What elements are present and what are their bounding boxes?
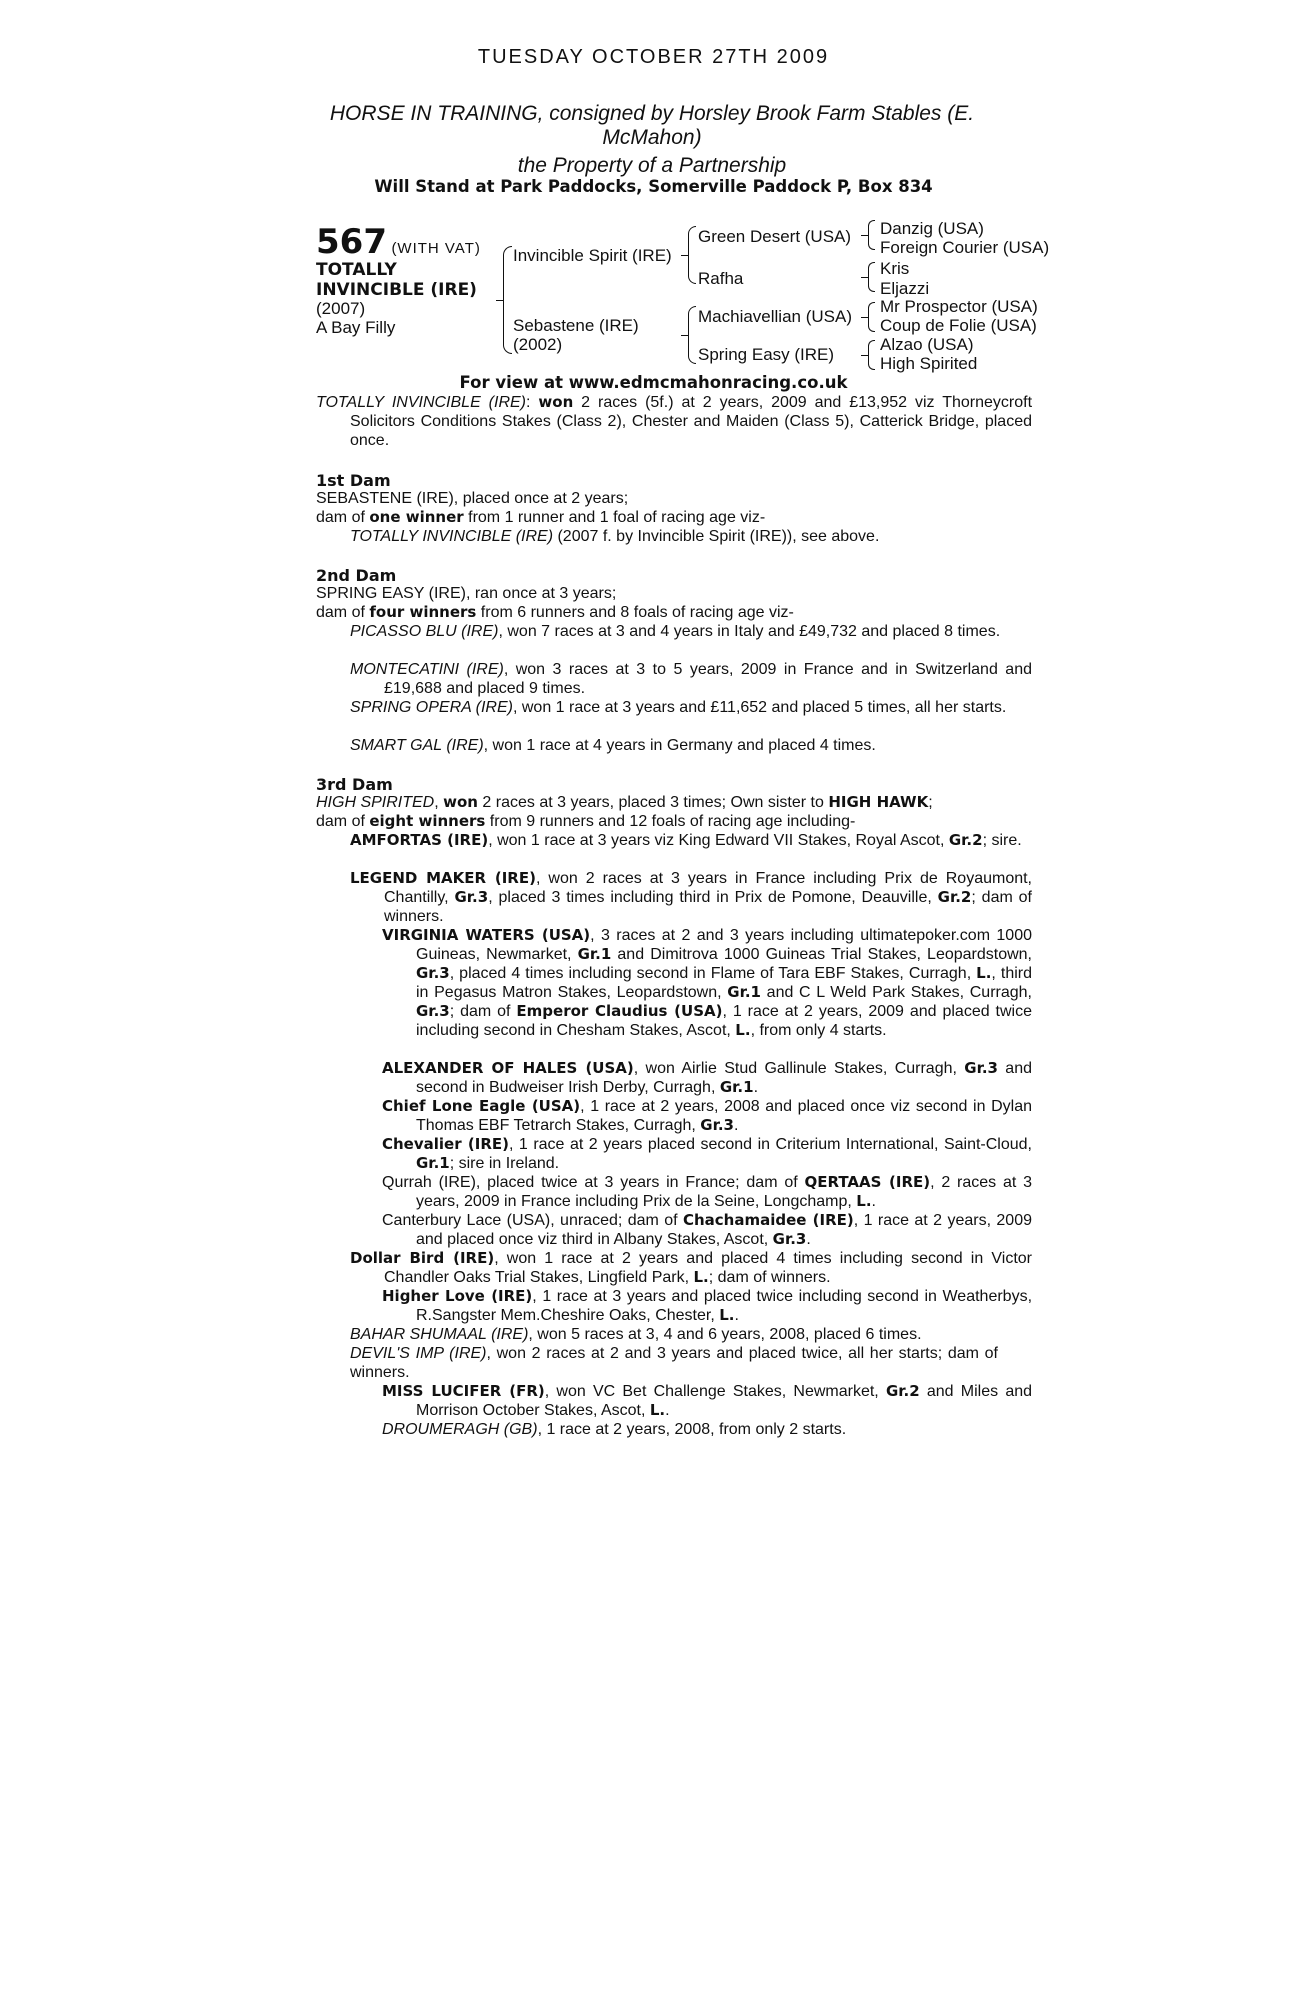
- lot-number-line: [316, 222, 481, 262]
- third-dam-produce-summary: dam of eight winners from 9 runners and 12 foals of racing age including-: [316, 812, 856, 830]
- pedigree-dsd: Coup de Folie (USA): [880, 316, 1037, 335]
- pedigree-brace-dd: [868, 340, 875, 370]
- first-dam-heading: 1st Dam: [316, 471, 391, 490]
- vat-note: (WITH VAT): [391, 240, 481, 257]
- pedigree-brace-sd: [868, 262, 875, 292]
- produce-droumeragh: DROUMERAGH (GB), 1 race at 2 years, 2008, from only 2 starts.: [382, 1421, 847, 1438]
- pedigree-dam-dam: Spring Easy (IRE): [698, 345, 835, 364]
- third-dam-heading: 3rd Dam: [316, 775, 393, 794]
- pedigree-brace-ds: [868, 302, 875, 332]
- pedigree-sss: Danzig (USA): [880, 219, 984, 238]
- pedigree-sire: Invincible Spirit (IRE): [513, 246, 672, 265]
- sale-date-header: TUESDAY OCTOBER 27TH 2009: [477, 46, 830, 68]
- pedigree-sds: Kris: [880, 259, 910, 278]
- pedigree-brace-main: [503, 246, 512, 354]
- pedigree-dss: Mr Prospector (USA): [880, 297, 1038, 316]
- produce-bahar-shumaal: BAHAR SHUMAAL (IRE), won 5 races at 3, 4 and 6 years, 2008, placed 6 times.: [350, 1326, 922, 1343]
- produce-chevalier: Chevalier (IRE), 1 race at 2 years placed second in Criterium International, Saint-Cloud, Gr.1; sire in Ireland.: [382, 1135, 1032, 1172]
- pedigree-brace-dam: [688, 306, 696, 364]
- produce-montecatini: MONTECATINI (IRE), won 3 races at 3 to 5 years, 2009 in France and in Switzerland and £19,688 and placed 9 times.: [350, 661, 1032, 697]
- lot-race-record: TOTALLY INVINCIBLE (IRE): won 2 races (5f.) at 2 years, 2009 and £13,952 viz Thorneycroft Solicitors Conditions Stakes (Class 2), Chester and Maiden (Class 5), Catterick Bridge, placed once.: [316, 393, 1033, 449]
- consignment-title-line-2: McMahon): [602, 126, 702, 149]
- will-stand-line: Will Stand at Park Paddocks, Somerville Paddock P, Box 834: [374, 177, 933, 196]
- pedigree-sire-dam: Rafha: [698, 269, 744, 288]
- produce-picasso-blu: PICASSO BLU (IRE), won 7 races at 3 and 4 years in Italy and £49,732 and placed 8 times.: [350, 623, 1001, 640]
- horse-name-line-1: TOTALLY: [316, 260, 397, 280]
- pedigree-dam-sire: Machiavellian (USA): [698, 307, 852, 326]
- produce-dollar-bird: Dollar Bird (IRE), won 1 race at 2 years and placed 4 times including second in Victor Chandler Oaks Trial Stakes, Lingfield Park, L.; dam of winners.: [350, 1249, 1033, 1286]
- second-dam-line: SPRING EASY (IRE), ran once at 3 years;: [316, 585, 617, 602]
- produce-amfortas: AMFORTAS (IRE), won 1 race at 3 years viz King Edward VII Stakes, Royal Ascot, Gr.2; sire.: [350, 831, 1022, 849]
- property-line: the Property of a Partnership: [517, 154, 787, 177]
- produce-qurrah: Qurrah (IRE), placed twice at 3 years in France; dam of QERTAAS (IRE), 2 races at 3 years, 2009 in France including Prix de la Seine, Longchamp, L..: [382, 1173, 1032, 1210]
- pedigree-brace-ss: [868, 220, 875, 250]
- pedigree-ddd: High Spirited: [880, 354, 978, 373]
- produce-smart-gal: SMART GAL (IRE), won 1 race at 4 years in Germany and placed 4 times.: [350, 737, 876, 754]
- produce-legend-maker: LEGEND MAKER (IRE), won 2 races at 3 years in France including Prix de Royaumont, Chantilly, Gr.3, placed 3 times including third in Prix de Pomone, Deauville, Gr.2; dam of winners.: [350, 869, 1033, 925]
- second-dam-produce-summary: dam of four winners from 6 runners and 8 foals of racing age viz-: [316, 603, 794, 621]
- lot-number: 567: [316, 222, 387, 262]
- produce-virginia-waters: VIRGINIA WATERS (USA), 3 races at 2 and 3 years including ultimatepoker.com 1000 Guineas, Newmarket, Gr.1 and Dimitrova 1000 Guineas Trial Stakes, Leopardstown, Gr.3, placed 4 times including second in Flame of Tara EBF Stakes, Curragh, L., third in Pegasus Matron Stakes, Leopardstown, Gr.1 and C L Weld Park Stakes, Curragh, Gr.3; dam of Emperor Claudius (USA), 1 race at 2 years, 2009 and placed twice including second in Chesham Stakes, Ascot, L., from only 4 starts.: [382, 926, 1033, 1039]
- produce-canterbury-lace: Canterbury Lace (USA), unraced; dam of Chachamaidee (IRE), 1 race at 2 years, 2009 and placed once viz third in Albany Stakes, Ascot, Gr.3.: [382, 1211, 1033, 1248]
- produce-spring-opera: SPRING OPERA (IRE), won 1 race at 3 years and £11,652 and placed 5 times, all her starts.: [350, 699, 1007, 716]
- first-dam-produce-item: TOTALLY INVINCIBLE (IRE) (2007 f. by Invincible Spirit (IRE)), see above.: [350, 528, 880, 545]
- produce-miss-lucifer: MISS LUCIFER (FR), won VC Bet Challenge Stakes, Newmarket, Gr.2 and Miles and Morrison October Stakes, Ascot, L..: [382, 1382, 1033, 1419]
- pedigree-dam: Sebastene (IRE): [513, 316, 639, 335]
- third-dam-line: HIGH SPIRITED, won 2 races at 3 years, placed 3 times; Own sister to HIGH HAWK;: [316, 793, 933, 811]
- pedigree-ssd: Foreign Courier (USA): [880, 238, 1050, 257]
- pedigree-brace-sire: [688, 226, 696, 284]
- horse-description: A Bay Filly: [316, 318, 396, 337]
- produce-alexander-of-hales: ALEXANDER OF HALES (USA), won Airlie Stud Gallinule Stakes, Curragh, Gr.3 and second in Budweiser Irish Derby, Curragh, Gr.1.: [382, 1059, 1032, 1096]
- foaling-year: (2007): [316, 299, 366, 318]
- second-dam-heading: 2nd Dam: [316, 566, 397, 585]
- produce-chief-lone-eagle: Chief Lone Eagle (USA), 1 race at 2 years, 2008 and placed once viz second in Dylan Thomas EBF Tetrarch Stakes, Curragh, Gr.3.: [382, 1097, 1032, 1134]
- produce-higher-love: Higher Love (IRE), 1 race at 3 years and placed twice including second in Weatherbys, R.Sangster Mem.Cheshire Oaks, Chester, L..: [382, 1287, 1033, 1324]
- view-link: For view at www.edmcmahonracing.co.uk: [459, 373, 848, 392]
- pedigree-dds: Alzao (USA): [880, 335, 974, 354]
- pedigree-sire-sire: Green Desert (USA): [698, 227, 852, 246]
- produce-devils-imp: DEVIL'S IMP (IRE), won 2 races at 2 and 3 years and placed twice, all her starts; dam of winners.: [350, 1345, 998, 1381]
- first-dam-line: SEBASTENE (IRE), placed once at 2 years;: [316, 490, 629, 507]
- horse-name-line-2: INVINCIBLE (IRE): [316, 280, 477, 300]
- consignment-title-line-1: HORSE IN TRAINING, consigned by Horsley Brook Farm Stables (E.: [329, 102, 975, 125]
- pedigree-sdd: Eljazzi: [880, 279, 930, 298]
- first-dam-produce-summary: dam of one winner from 1 runner and 1 foal of racing age viz-: [316, 508, 766, 526]
- pedigree-dam-year: (2002): [513, 335, 563, 354]
